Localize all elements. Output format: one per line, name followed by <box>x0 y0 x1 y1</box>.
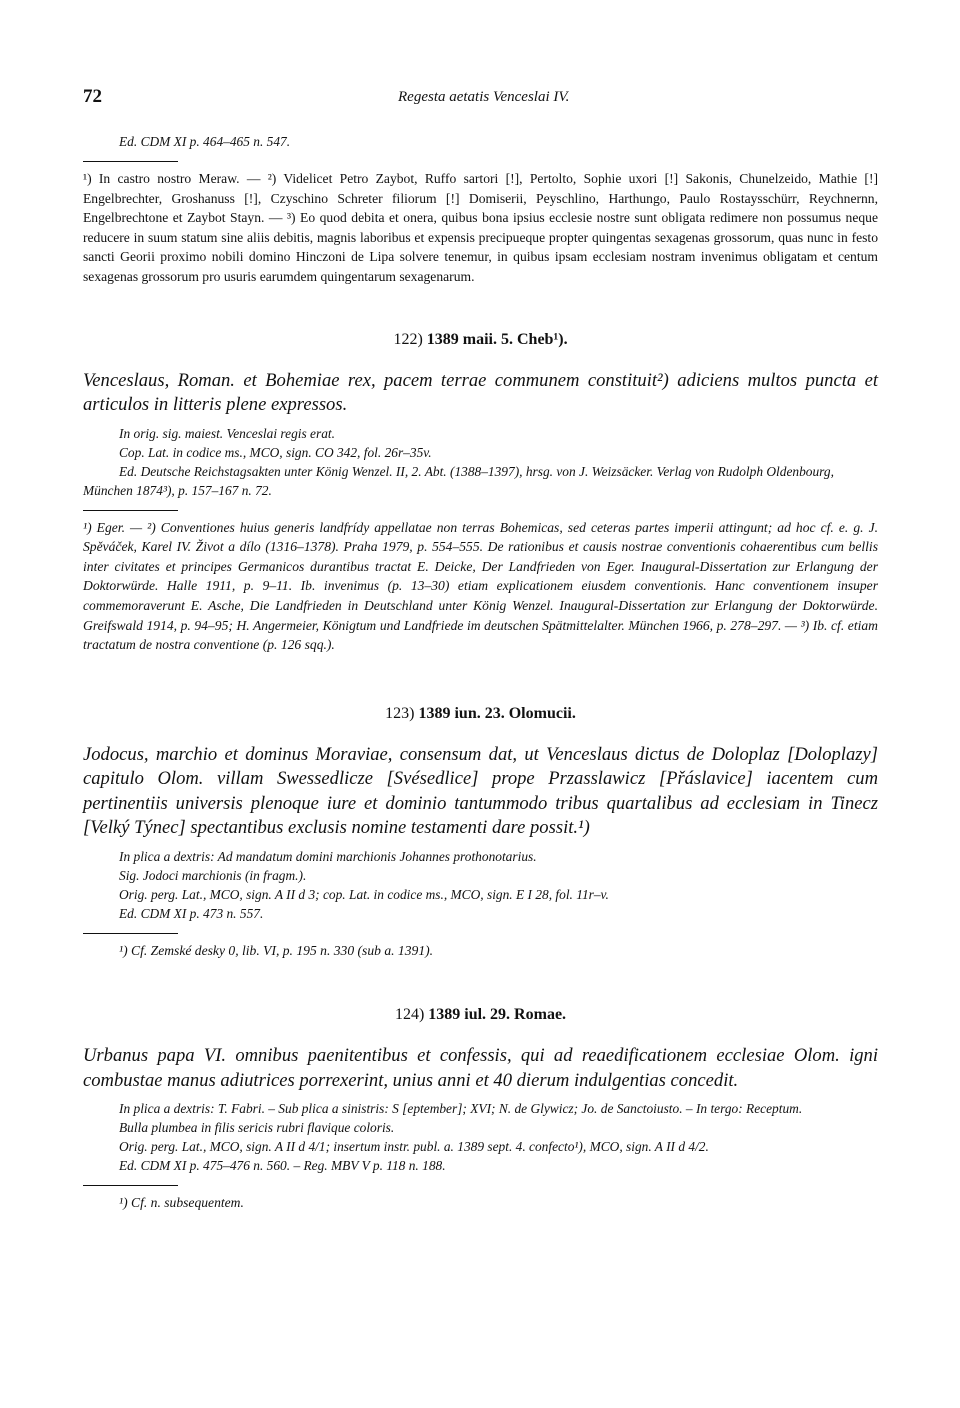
entry-date-place: 1389 iun. 23. Olomucii. <box>418 704 576 722</box>
entry-summary: Venceslaus, Roman. et Bohemiae rex, pacem terrae communem constituit²) adiciens multos puncta et articulos in litteris plene expressos. <box>83 369 878 416</box>
entry-number: 122) <box>393 330 423 348</box>
entry-summary: Jodocus, marchio et dominus Moraviae, consensum dat, ut Venceslaus dictus de Doloplaz [Doloplazy] capitulo Olom. villam Swessedlicze [Svésedlice] prope Przasslawicz [Přáslavice] iacentem cum pertinentiis universis plenoque iure et dominio tantummodo tribus quartalibus ad ecclesiam in Tinecz [Velký Týnec] spectantibus exclusis nomine testamenti dare possit.¹) <box>83 743 878 839</box>
footnote-rule <box>83 161 178 162</box>
source-line: Ed. CDM XI p. 473 n. 557. <box>119 905 264 921</box>
edition-reference: Ed. CDM XI p. 464–465 n. 547. <box>119 134 291 149</box>
source-line: Ed. Deutsche Reichstagsakten unter König Wenzel. II, 2. Abt. (1388–1397), hrsg. von J. Weizsäcker. Verlag von Rudolph Oldenbourg, München 1874³), p. 157–167 n. 72. <box>83 463 834 498</box>
page-number: 72 <box>83 86 102 107</box>
entry-heading <box>83 1006 878 1024</box>
entry-heading <box>83 331 878 349</box>
source-line: In plica a dextris: T. Fabri. – Sub plica a sinistris: S [eptember]; XVI; N. de Glywicz; Jo. de Sanctoiusto. – In tergo: Receptum. <box>119 1101 803 1117</box>
footnote-block: ¹) Eger. — ²) Conventiones huius generis landfrídy appellatae non terras Bohemicas, sed ceteras partes imperii attingunt; ad hoc cf. e. g. J. Spěváček, Karel IV. Život a dílo (1316–1378). Praha 1979, p. 554–555. De rationibus et causis nostrae conventionis cohaerentibus cum bellis inter civitates et principes Germanicos durantibus tractat E. Deicke, Der Landfrieden von Eger. Inaugural-Dissertation zur Erlangung der Doktorwürde. Halle 1911, p. 9–11. Ib. invenimus (p. 13–30) etiam explicationem eiusdem conventionis. Hanc conventionem insuper commemoraverunt E. Asche, Die Landfrieden in Deutschland unter König Wenzel. Inaugural-Dissertation zur Erlangung der Doktorwürde. Greifswald 1914, p. 94–95; H. Angermeier, Königtum und Landfriede im deutschen Spätmittelalter. München 1966, p. 278–297. — ³) Ib. cf. etiam tractatum de nostra conventione (p. 126 sqq.). <box>83 519 878 653</box>
running-title: Regesta aetatis Venceslai IV. <box>398 89 570 105</box>
source-line: In orig. sig. maiest. Venceslai regis erat. <box>119 425 335 441</box>
source-line: Sig. Jodoci marchionis (in fragm.). <box>119 867 307 883</box>
footnote-block: ¹) Cf. n. subsequentem. <box>119 1195 244 1211</box>
entry-sources <box>119 847 878 923</box>
source-line: Ed. CDM XI p. 475–476 n. 560. – Reg. MBV V p. 118 n. 188. <box>119 1158 446 1174</box>
entry-sources <box>83 424 878 500</box>
page <box>83 86 878 1213</box>
entry-number: 124) <box>394 1006 425 1024</box>
entry-number: 123) <box>385 704 415 722</box>
entry-date-place: 1389 maii. 5. Cheb¹). <box>426 330 568 348</box>
entry-date-place: 1389 iul. 29. Romae. <box>428 1006 567 1024</box>
entry-summary: Urbanus papa VI. omnibus paenitentibus et confessis, qui ad reaedificationem ecclesiae Olom. igni combustae manus adiutrices porrexerint, unius anni et 40 dierum indulgentias concedit. <box>83 1045 878 1091</box>
footnote-rule <box>83 933 178 934</box>
source-line: Cop. Lat. in codice ms., MCO, sign. CO 342, fol. 26r–35v. <box>119 444 432 460</box>
footnote-rule <box>83 510 178 511</box>
source-line: Orig. perg. Lat., MCO, sign. A II d 4/1; insertum instr. publ. a. 1389 sept. 4. confecto¹), MCO, sign. A II d 4/2. <box>119 1139 709 1155</box>
footnote-block: ¹) In castro nostro Meraw. — ²) Videlicet Petro Zaybot, Ruffo sartori [!], Pertolto, Sophie uxori [!] Sakonis, Chunelzeido, Mathie [!] Engelbrechter, Groshanuss [!], Czyschino Schreter filiorum [!] Domiserii, Peyschlino, Harthungo, Paulo Rostaysschürr, Reychnernn, Engelbrechtone et Zaybot Stayn. — ³) Eo quod debita et onera, quibus bona ipsius ecclesie nostre sunt obligata redimere non possumus neque reducere in suum statum sine aliis debitis, magnis laboribus et expensis precipueque propter quingentas sexagenas grossorum, quas nunc in festo sancti Georii proximo nobili domino Hinczoni de Lipa solvere tenemur, in quibus ipsam ecclesiam nostram invenimus obligatam et centum sexagenas grossorum pro usuris earumdem quingentarum sexagenarum. <box>83 171 878 284</box>
entry-sources <box>119 1099 878 1175</box>
source-line: Bulla plumbea in filis sericis rubri flavique coloris. <box>119 1120 395 1136</box>
entry-heading <box>83 705 878 723</box>
footnote-rule <box>83 1185 178 1186</box>
footnote-block: ¹) Cf. Zemské desky 0, lib. VI, p. 195 n. 330 (sub a. 1391). <box>119 942 434 958</box>
source-line: Orig. perg. Lat., MCO, sign. A II d 3; cop. Lat. in codice ms., MCO, sign. E I 28, fol. 11r–v. <box>119 886 609 902</box>
source-line: In plica a dextris: Ad mandatum domini marchionis Johannes prothonotarius. <box>119 848 537 864</box>
page-header <box>83 86 878 112</box>
